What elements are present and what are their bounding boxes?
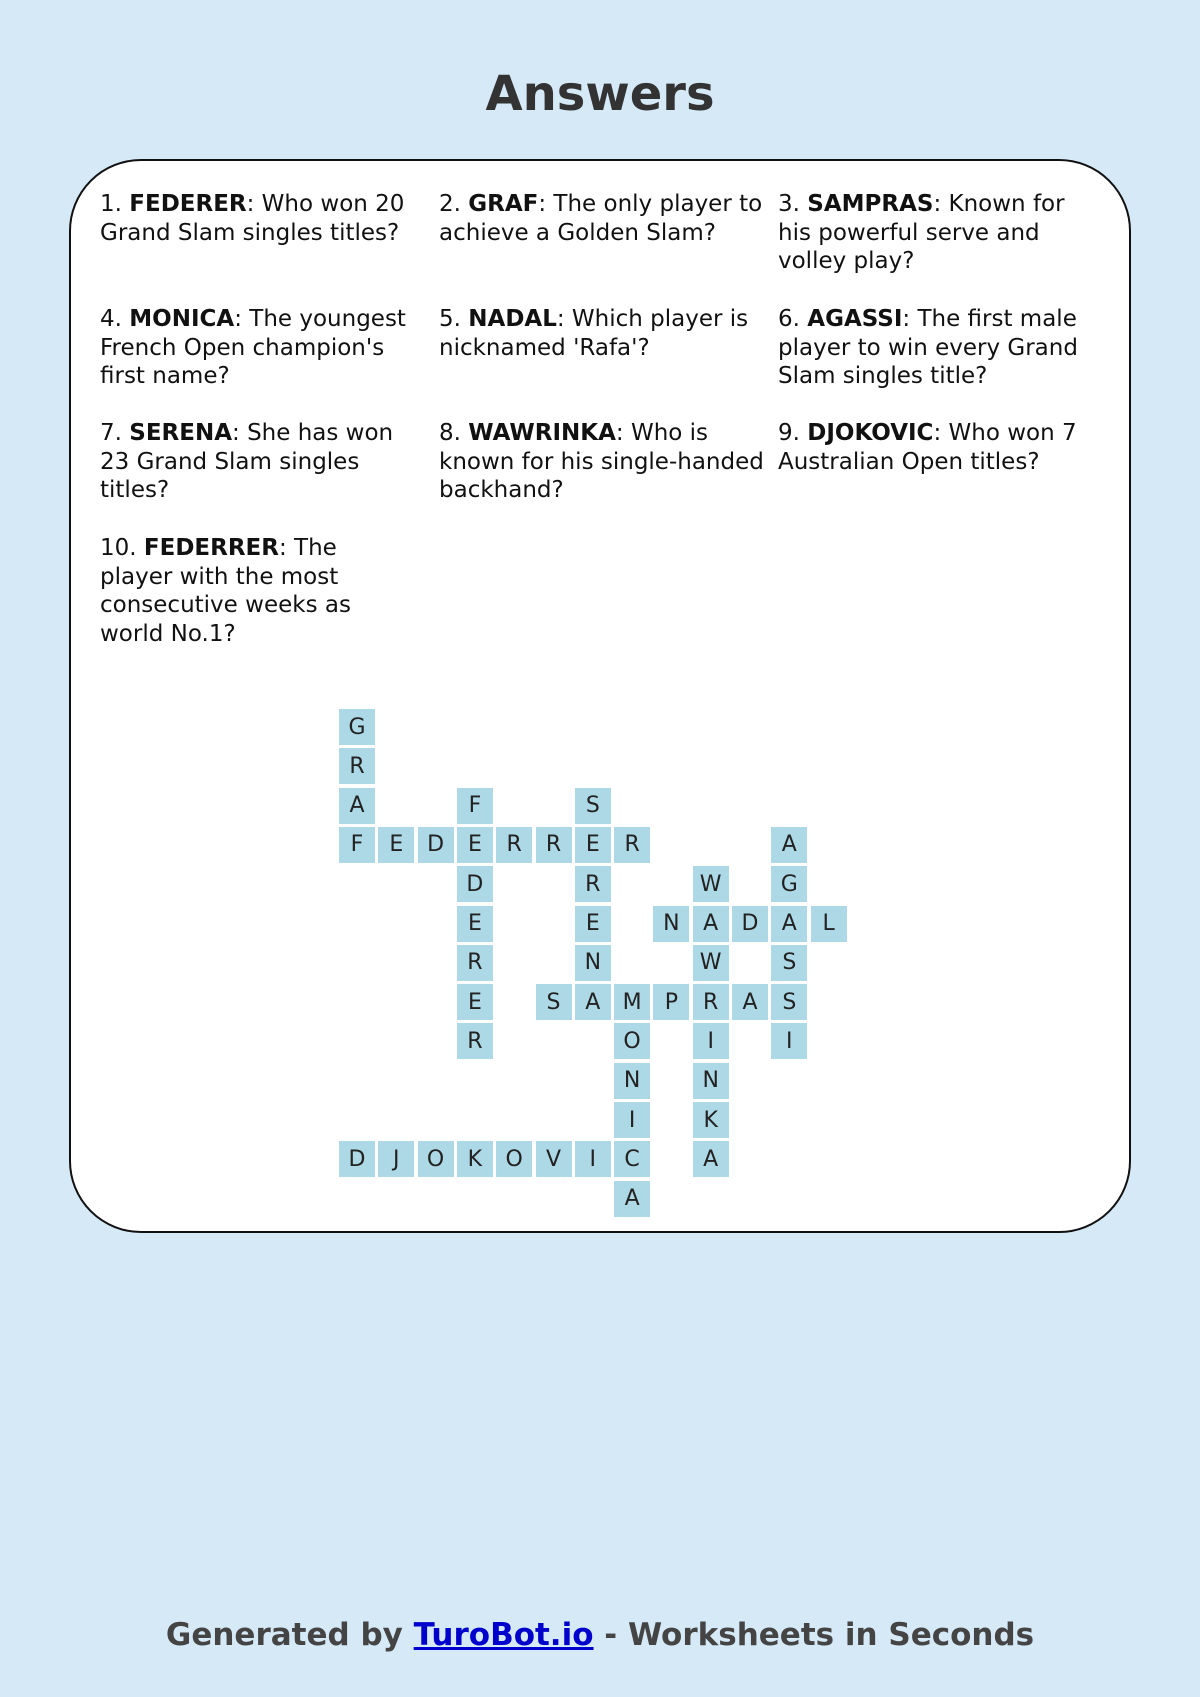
crossword-cell: A (339, 788, 375, 824)
crossword-cell: A (693, 1141, 729, 1177)
crossword-cell: V (536, 1141, 572, 1177)
crossword-cell: R (457, 1023, 493, 1059)
crossword-cell: N (693, 1063, 729, 1099)
crossword-cell: C (614, 1141, 650, 1177)
clue-10: 10. FEDERRER: The player with the most consecutive weeks as world No.1? (100, 535, 351, 647)
crossword-cell: D (339, 1141, 375, 1177)
clue-answer: FEDERRER (143, 535, 279, 561)
crossword-cell: O (496, 1141, 532, 1177)
clue-answer: DJOKOVIC (807, 420, 934, 446)
turobot-link[interactable]: TuroBot.io (413, 1617, 594, 1653)
crossword-cell: I (575, 1141, 611, 1177)
crossword-cell: W (693, 945, 729, 981)
crossword-cell: W (693, 866, 729, 902)
crossword-cell: R (536, 827, 572, 863)
crossword-cell: S (575, 788, 611, 824)
crossword-cell: F (339, 827, 375, 863)
crossword-cell: R (693, 984, 729, 1020)
clue-4: 4. MONICA: The youngest French Open champion's first name? (100, 306, 406, 389)
clue-3: 3. SAMPRAS: Known for his powerful serve and volley play? (778, 191, 1065, 274)
clue-2: 2. GRAF: The only player to achieve a Golden Slam? (439, 191, 763, 246)
crossword-cell: S (771, 984, 807, 1020)
clue-8: 8. WAWRINKA: Who is known for his single-handed backhand? (439, 420, 764, 503)
crossword-cell: E (575, 827, 611, 863)
crossword-cell: E (575, 906, 611, 942)
crossword-cell: A (575, 984, 611, 1020)
clue-answer: WAWRINKA (468, 420, 616, 446)
clue-answer: SAMPRAS (807, 191, 934, 217)
crossword-cell: K (693, 1102, 729, 1138)
crossword-cell: I (693, 1023, 729, 1059)
crossword-cell: R (457, 945, 493, 981)
clue-answer: SERENA (129, 420, 233, 446)
crossword-cell: E (457, 906, 493, 942)
page-title: Answers (485, 66, 715, 122)
crossword-cell: A (771, 827, 807, 863)
clue-6: 6. AGASSI: The first male player to win every Grand Slam singles title? (778, 306, 1078, 389)
crossword-cell: A (771, 906, 807, 942)
crossword-cell: I (771, 1023, 807, 1059)
crossword-cell: E (457, 827, 493, 863)
crossword-cell: A (693, 906, 729, 942)
crossword-cell: D (418, 827, 454, 863)
clue-5: 5. NADAL: Which player is nicknamed 'Rafa'? (439, 306, 749, 361)
crossword-cell: R (614, 827, 650, 863)
crossword-cell: L (811, 906, 847, 942)
clue-answer: FEDERER (129, 191, 247, 217)
crossword-cell: M (614, 984, 650, 1020)
crossword-cell: S (536, 984, 572, 1020)
crossword-cell: K (457, 1141, 493, 1177)
clue-answer: AGASSI (807, 306, 903, 332)
crossword-cell: A (732, 984, 768, 1020)
footer (0, 1617, 1200, 1653)
crossword-cell: N (614, 1063, 650, 1099)
clue-1: 1. FEDERER: Who won 20 Grand Slam singles titles? (100, 191, 405, 246)
crossword-cell: S (771, 945, 807, 981)
crossword-cell: R (339, 748, 375, 784)
crossword-cell: N (653, 906, 689, 942)
crossword-cell: D (457, 866, 493, 902)
crossword-cell: P (653, 984, 689, 1020)
crossword-cell: O (418, 1141, 454, 1177)
crossword-cell: G (339, 709, 375, 745)
crossword-cell: D (732, 906, 768, 942)
crossword-cell: E (457, 984, 493, 1020)
crossword-cell: R (496, 827, 532, 863)
clue-answer: GRAF (468, 191, 539, 217)
crossword-cell: J (378, 1141, 414, 1177)
crossword-cell: O (614, 1023, 650, 1059)
crossword-cell: R (575, 866, 611, 902)
crossword-cell: I (614, 1102, 650, 1138)
footer-suffix: - Worksheets in Seconds (593, 1617, 1035, 1653)
clue-7: 7. SERENA: She has won 23 Grand Slam singles titles? (100, 420, 394, 503)
clue-9: 9. DJOKOVIC: Who won 7 Australian Open titles? (778, 420, 1077, 475)
clue-answer: MONICA (129, 306, 235, 332)
crossword-cell: F (457, 788, 493, 824)
crossword-cell: N (575, 945, 611, 981)
crossword-cell: E (378, 827, 414, 863)
crossword-cell: G (771, 866, 807, 902)
clue-answer: NADAL (468, 306, 557, 332)
crossword-cell: A (614, 1181, 650, 1217)
footer-prefix: Generated by (165, 1617, 414, 1653)
